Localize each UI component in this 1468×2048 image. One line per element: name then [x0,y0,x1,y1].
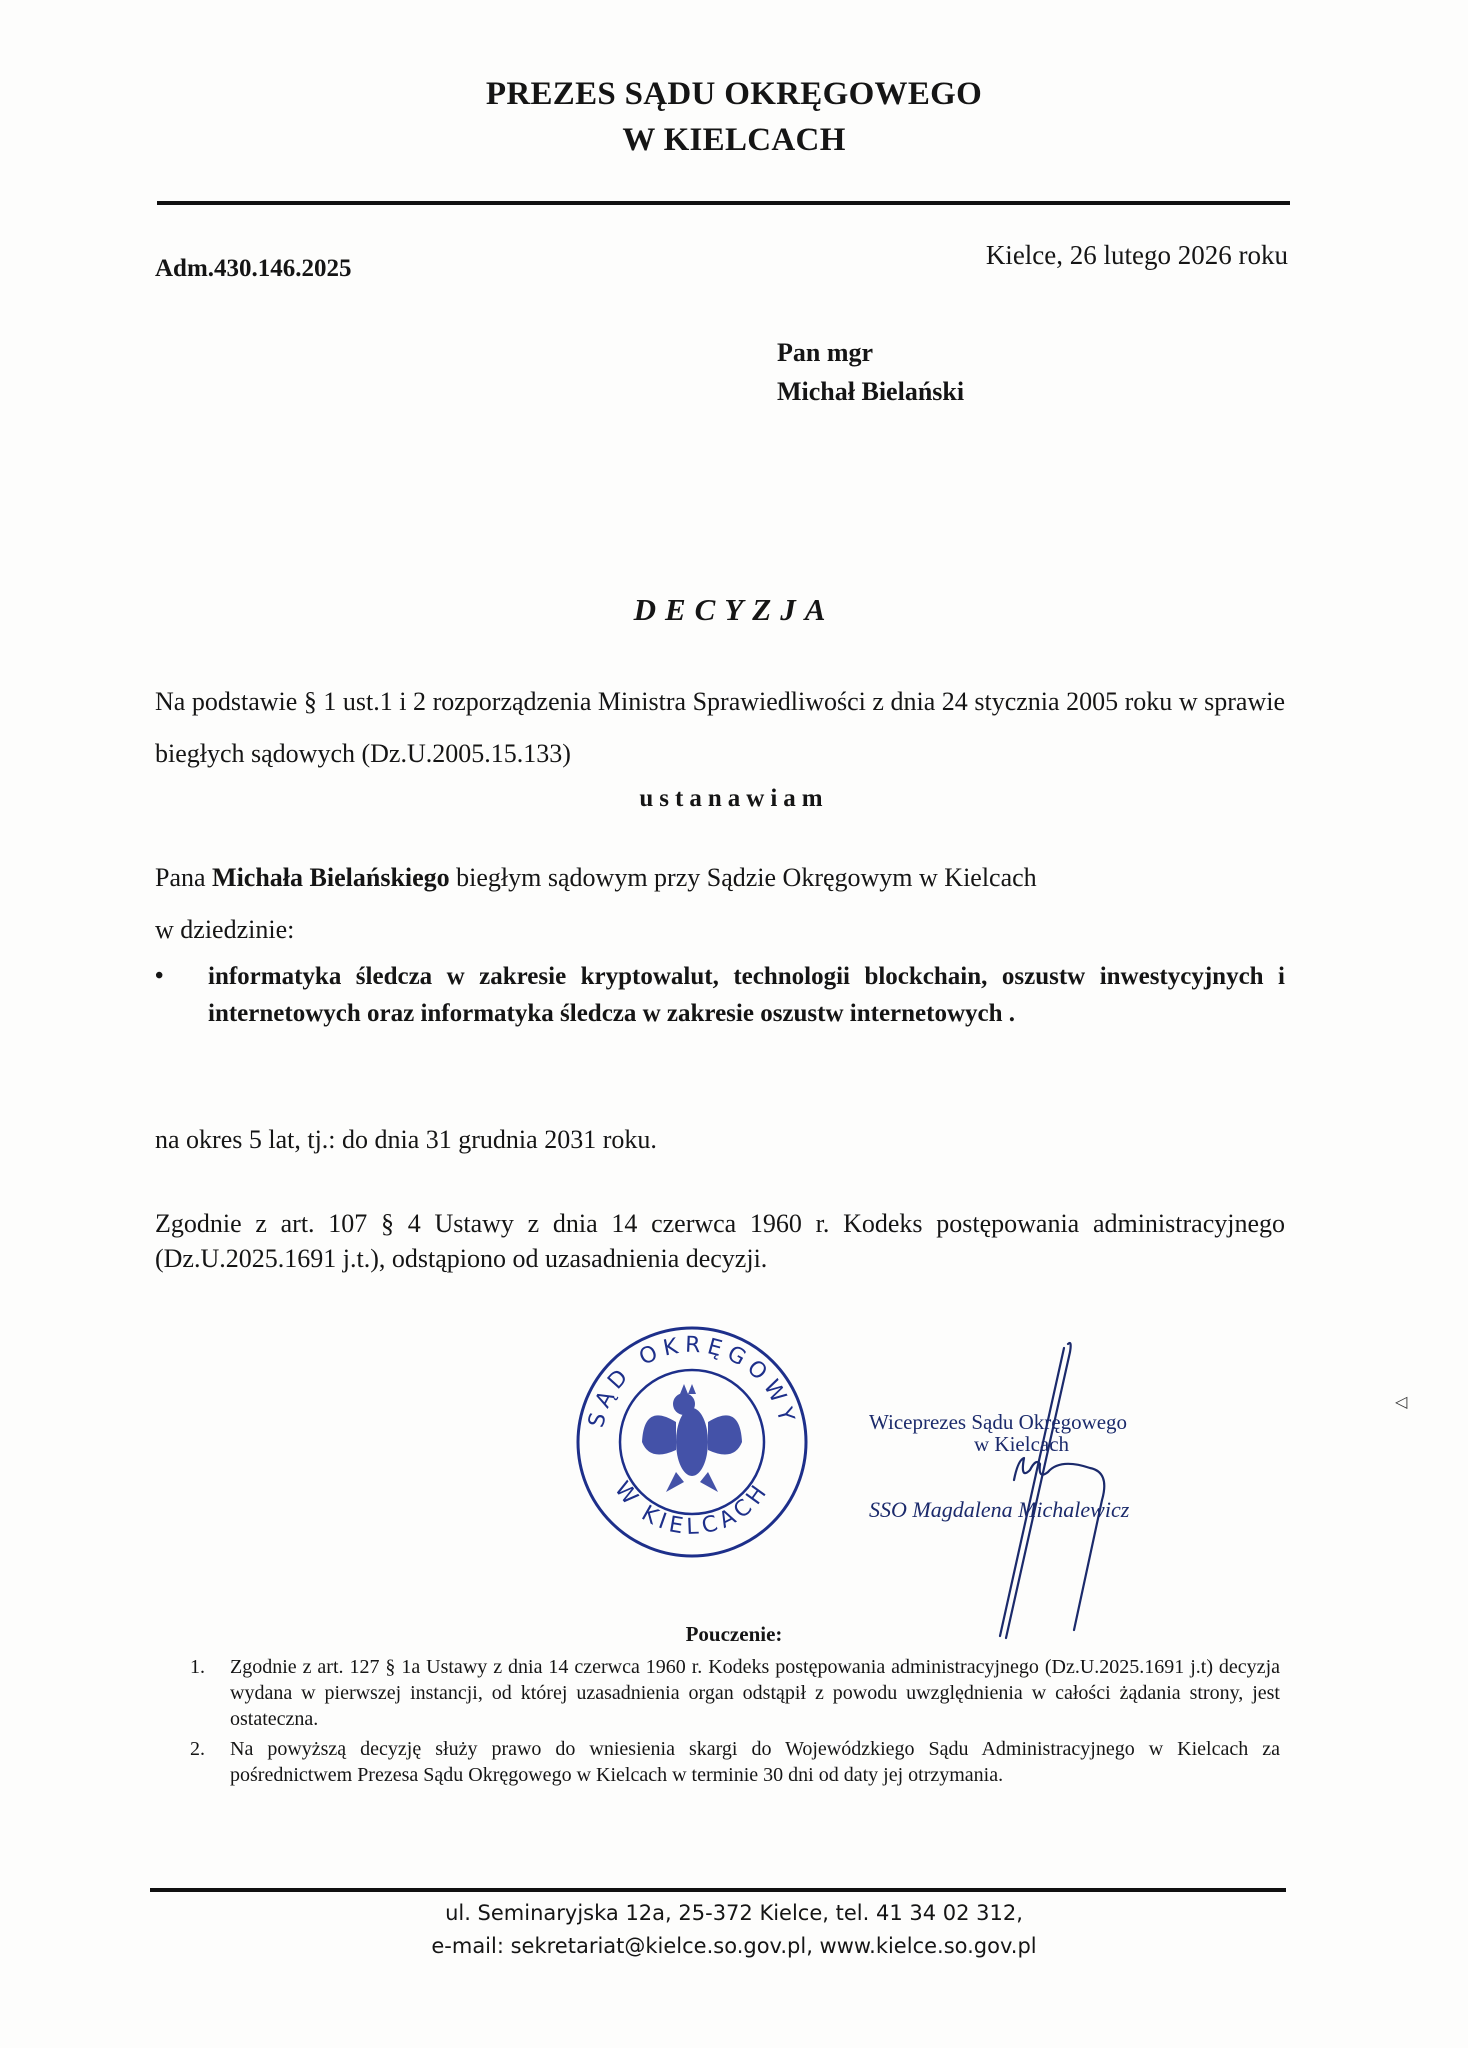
signatory-role: Wiceprezes Sądu Okręgowego [869,1410,1128,1434]
place-date: Kielce, 26 lutego 2026 roku [985,240,1288,270]
appointment-period: na okres 5 lat, tj.: do dnia 31 grudnia 2031 roku. [155,1125,657,1154]
footer-contact: e-mail: sekretariat@kielce.so.gov.pl, www.kielce.so.gov.pl [431,1934,1037,1958]
instruction-number: 2. [190,1738,205,1760]
instruction-item [190,1654,1280,1732]
field-label: w dziedzinie: [155,915,295,944]
stamp-text-top: SĄD OKRĘGOWY [584,1332,800,1431]
appointee-name: Michała Bielańskiego [212,863,450,892]
bullet-icon: • [155,963,164,989]
instruction-number: 1. [190,1656,205,1678]
court-stamp [572,1322,812,1562]
instructions-heading: Pouczenie: [685,1622,783,1646]
instruction-text: Zgodnie z art. 127 § 1a Ustawy z dnia 14 czerwca 1960 r. Kodeks postępowania administracyjnego (Dz.U.2025.1691 j.t) decyzja wydana w pierwszej instancji, od której uzasadnienia organ odstąpił z powodu uwzględnienia w całości żądania strony, jest ostateczna. [230,1656,1280,1730]
justification-note: Zgodnie z art. 107 § 4 Ustawy z dnia 14 czerwca 1960 r. Kodeks postępowania administracyjnego (Dz.U.2025.1691 j.t.), odstąpiono od uzasadnienia decyzji. [155,1209,1285,1273]
header-divider [157,201,1290,205]
expertise-item: informatyka śledcza w zakresie kryptowalut, technologii blockchain, oszustw inwestycyjnych i internetowych oraz informatyka śledcza w zakresie oszustw internetowych . [208,963,1285,1027]
footer-divider [150,1888,1286,1892]
signatory-name: SSO Magdalena Michalewicz [869,1497,1130,1522]
legal-basis: Na podstawie § 1 ust.1 i 2 rozporządzenia Ministra Sprawiedliwości z dnia 24 stycznia 2005 roku w sprawie biegłych sądowych (Dz.U.2005.15.133) [155,687,1285,768]
issuer-title: PREZES SĄDU OKRĘGOWEGO [485,76,983,112]
appointee-statement [155,852,1285,904]
appointee-prefix: Pana [155,863,206,892]
case-reference: Adm.430.146.2025 [155,255,352,282]
eagle-emblem-icon [642,1384,742,1492]
expertise-list [155,958,1285,1032]
operative-verb: ustanawiam [639,785,829,812]
appointee-suffix: biegłym sądowym przy Sądzie Okręgowym w Kielcach [456,863,1037,892]
issuer-city: W KIELCACH [622,122,846,158]
handwritten-signature [940,1330,1240,1650]
footer-address: ul. Seminaryjska 12a, 25-372 Kielce, tel. 41 34 02 312, [445,1901,1023,1925]
margin-mark: ◁ [1395,1394,1408,1411]
signatory-city: w Kielcach [974,1432,1070,1456]
instruction-item [190,1736,1280,1788]
document-heading: DECYZJA [633,592,835,627]
instruction-text: Na powyższą decyzję służy prawo do wniesienia skargi do Wojewódzkiego Sądu Administracyjnego w Kielcach za pośrednictwem Prezesa Sądu Okręgowego w Kielcach w terminie 30 dni od daty jej otrzymania. [230,1738,1280,1786]
addressee-salutation: Pan mgr [777,338,874,367]
addressee-name: Michał Bielański [777,377,965,406]
stamp-text-bottom: W KIELCACH [609,1477,775,1541]
